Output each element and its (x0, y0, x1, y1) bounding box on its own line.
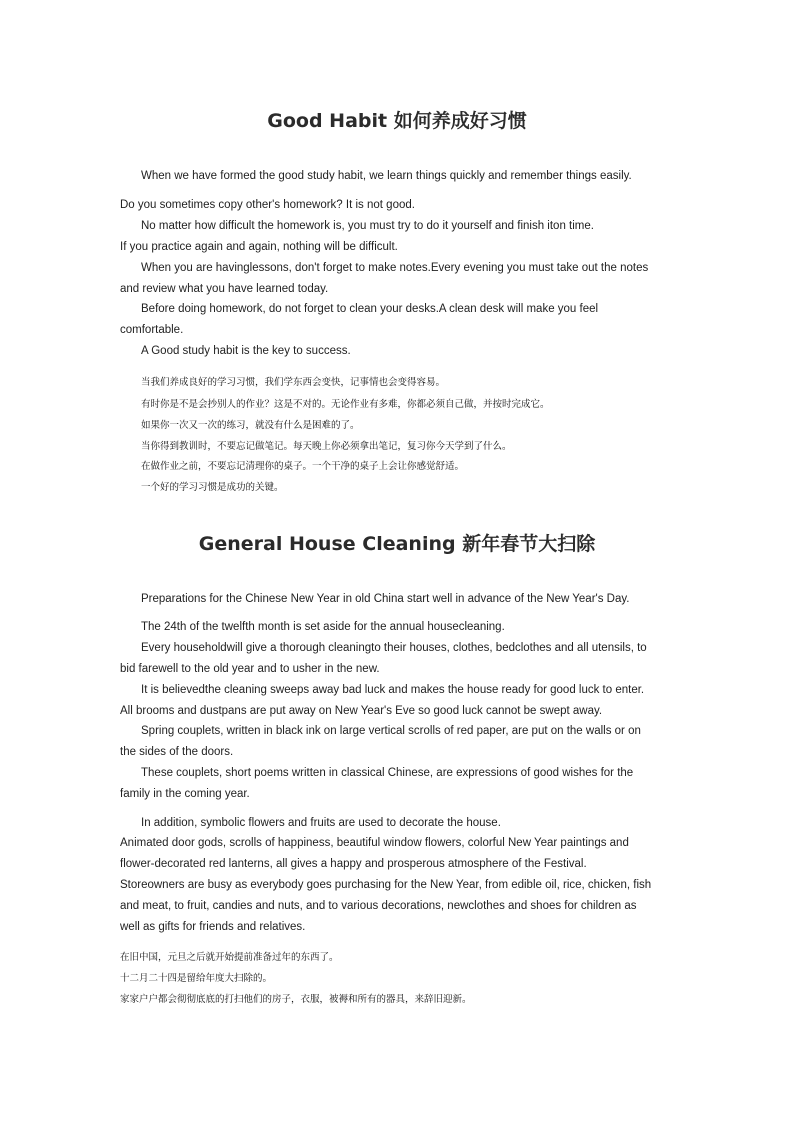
section1-zh-line: 一个好的学习习惯是成功的关键。 (141, 482, 284, 493)
section1-title: Good Habit 如何养成好习惯 (267, 110, 527, 132)
section2-en-line: bid farewell to the old year and to usher in the new. (120, 663, 380, 675)
section2-zh-line: 在旧中国，元旦之后就开始提前准备过年的东西了。 (120, 952, 339, 963)
section1-en-line: If you practice again and again, nothing will be difficult. (120, 241, 398, 253)
section1-zh-line: 有时你是不是会抄别人的作业？这是不对的。无论作业有多难，你都必须自己做，并按时完成它。 (141, 399, 550, 410)
section1-en-line: Do you sometimes copy other's homework? It is not good. (120, 199, 415, 211)
section1-en-line: comfortable. (120, 324, 184, 336)
section2-en-line: Every householdwill give a thorough cleaningto their houses, clothes, bedclothes and all utensils, to (141, 642, 647, 654)
section1-zh-line: 在做作业之前，不要忘记清理你的桌子。一个干净的桌子上会让你感觉舒适。 (141, 461, 465, 472)
section2-title: General House Cleaning 新年春节大扫除 (198, 533, 596, 555)
section2-en-line: These couplets, short poems written in classical Chinese, are expressions of good wishes for the (141, 767, 634, 779)
section1-zh-line: 如果你一次又一次的练习，就没有什么是困难的了。 (141, 420, 360, 431)
section2-en-line: the sides of the doors. (120, 746, 234, 758)
section2-zh-line: 家家户户都会彻彻底底的打扫他们的房子，衣服，被褥和所有的器具，来辞旧迎新。 (120, 994, 472, 1005)
section1-en-line: When we have formed the good study habit, we learn things quickly and remember things easily. (141, 170, 632, 182)
section2-en-line: The 24th of the twelfth month is set aside for the annual housecleaning. (141, 621, 505, 633)
section2-en-line: Spring couplets, written in black ink on large vertical scrolls of red paper, are put on the walls or on (141, 725, 641, 737)
section1-en-line: When you are havinglessons, don't forget to make notes.Every evening you must take out the notes (141, 262, 649, 274)
section2-en-line: family in the coming year. (120, 788, 250, 800)
section2-en-line: It is believedthe cleaning sweeps away bad luck and makes the house ready for good luck to enter. (141, 684, 645, 696)
section2-en-line: All brooms and dustpans are put away on New Year's Eve so good luck cannot be swept away. (120, 705, 603, 717)
section2-en-line: well as gifts for friends and relatives. (120, 921, 306, 933)
section2-en-line: Storeowners are busy as everybody goes purchasing for the New Year, from edible oil, rice, chicken, fish (120, 879, 652, 891)
section2-en-line: Animated door gods, scrolls of happiness, beautiful window flowers, colorful New Year paintings and (120, 837, 629, 849)
section2-en-line: and meat, to fruit, candies and nuts, and to various decorations, newclothes and shoes for children as (120, 900, 637, 912)
section1-en-line: No matter how difficult the homework is, you must try to do it yourself and finish iton time. (141, 220, 594, 232)
section2-en-line: In addition, symbolic flowers and fruits are used to decorate the house. (141, 817, 501, 829)
section2-en-line: Preparations for the Chinese New Year in old China start well in advance of the New Year's Day. (141, 593, 630, 605)
section1-en-line: and review what you have learned today. (120, 283, 329, 295)
section2-en-line: flower-decorated red lanterns, all gives a happy and prosperous atmosphere of the Festival. (120, 858, 587, 870)
section1-en-line: Before doing homework, do not forget to clean your desks.A clean desk will make you feel (141, 303, 599, 315)
section1-en-line: A Good study habit is the key to success. (141, 345, 351, 357)
section1-zh-line: 当我们养成良好的学习习惯，我们学东西会变快，记事情也会变得容易。 (141, 377, 446, 388)
section2-zh-line: 十二月二十四是留给年度大扫除的。 (120, 973, 273, 984)
section1-zh-line: 当你得到教训时，不要忘记做笔记。每天晚上你必须拿出笔记，复习你今天学到了什么。 (141, 441, 512, 452)
